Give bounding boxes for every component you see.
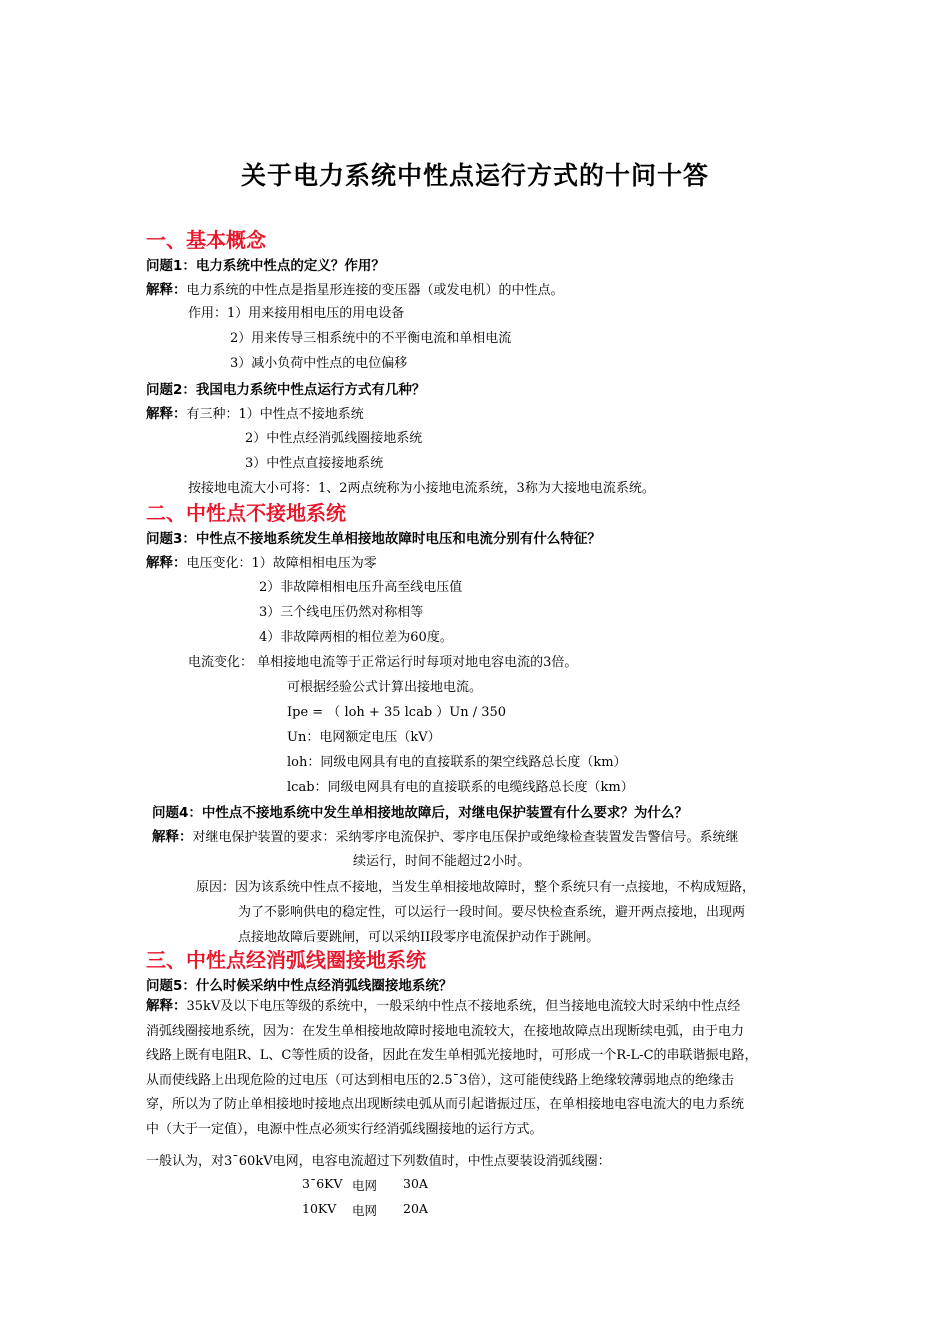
answer-3-un-definition: Un：电网额定电压（kV） <box>287 730 441 745</box>
answer-4-reason-3: 点接地故障后要跳闸，可以采纳II段零序电流保护动作于跳闸。 <box>238 930 600 945</box>
answer-3-current-2: 可根据经验公式计算出接地电流。 <box>287 680 483 695</box>
answer-3-formula: Ipe = （ loh + 35 lcab ）Un / 350 <box>287 705 507 720</box>
answer-5-general: 一般认为，对3¯60kV电网，电容电流超过下列数值时，中性点要装设消弧线圈： <box>146 1154 611 1169</box>
answer-5-line: 穿，所以为了防止单相接地时接地点出现断续电弧从而引起谐振过压，在单相接地电容电流大的电力系统 <box>146 1097 745 1112</box>
table-cell-voltage: 3¯6KV <box>302 1176 343 1191</box>
answer-1-definition: 解释：电力系统的中性点是指星形连接的变压器（或发电机）的中性点。 <box>146 282 564 298</box>
answer-2-type-3: 3）中性点直接接地系统 <box>245 456 384 471</box>
answer-3-voltage-2: 2）非故障相相电压升高至线电压值 <box>259 580 463 595</box>
answer-label: 解释： <box>146 282 187 298</box>
question-1: 问题1：电力系统中性点的定义？作用？ <box>146 258 385 274</box>
section-heading-ungrounded: 二、中性点不接地系统 <box>146 501 346 525</box>
answer-3-lcab-definition: lcab：同级电网具有电的直接联系的电缆线路总长度（km） <box>287 780 634 795</box>
answer-4-requirement-1: 解释：对继电保护装置的要求：采纳零序电流保护、零序电压保护或绝缘检查装置发告警信号。系统继 <box>152 829 739 845</box>
answer-5-line: 消弧线圈接地系统，因为：在发生单相接地故障时接地电流较大，在接地故障点出现断续电弧，由于电力 <box>146 1023 745 1039</box>
table-cell-voltage: 10KV <box>302 1201 337 1216</box>
answer-2-type-1: 解释：有三种：1）中性点不接地系统 <box>146 406 364 422</box>
answer-4-requirement-2: 续运行，时间不能超过2小时。 <box>353 854 531 869</box>
question-5: 问题5：什么时候采纳中性点经消弧线圈接地系统？ <box>146 978 453 994</box>
answer-5-line: 线路上既有电阻R、L、C等性质的设备，因此在发生单相弧光接地时，可形成一个R-L-C的串联谐振电路， <box>146 1048 758 1063</box>
answer-1-role-2: 2）用来传导三相系统中的不平衡电流和单相电流 <box>230 331 512 346</box>
answer-3-loh-definition: loh：同级电网具有电的直接联系的架空线路总长度（km） <box>287 755 627 770</box>
answer-4-reason-2: 为了不影响供电的稳定性，可以运行一段时间。要尽快检查系统，避开两点接地，出现两 <box>238 905 746 920</box>
answer-5-line: 中（大于一定值），电源中性点必须实行经消弧线圈接地的运行方式。 <box>146 1121 543 1137</box>
answer-3-voltage-4: 4）非故障两相的相位差为60度。 <box>259 630 453 645</box>
answer-5-line: 解释：35kV及以下电压等级的系统中，一般采纳中性点不接地系统，但当接地电流较大时采纳中性点经 <box>146 998 741 1014</box>
answer-3-current-1: 电流变化： 单相接地电流等于正常运行时每项对地电容电流的3倍。 <box>188 655 578 670</box>
question-2: 问题2：我国电力系统中性点运行方式有几种？ <box>146 382 426 398</box>
question-3: 问题3：中性点不接地系统发生单相接地故障时电压和电流分别有什么特征？ <box>146 531 601 547</box>
table-cell-grid: 电网 <box>352 1178 378 1193</box>
answer-4-reason-1: 原因：因为该系统中性点不接地，当发生单相接地故障时，整个系统只有一点接地，不构成短路， <box>196 880 756 895</box>
answer-label: 解释： <box>146 998 187 1014</box>
table-cell-grid: 电网 <box>352 1203 378 1218</box>
section-heading-basic-concepts: 一、基本概念 <box>146 228 266 252</box>
table-cell-current: 20A <box>403 1201 428 1216</box>
answer-label: 解释： <box>152 829 193 845</box>
answer-2-note: 按接地电流大小可将：1、2两点统称为小接地电流系统，3称为大接地电流系统。 <box>188 481 655 496</box>
page-title: 关于电力系统中性点运行方式的十问十答 <box>240 161 709 190</box>
answer-3-voltage-1: 解释：电压变化：1）故障相相电压为零 <box>146 555 377 571</box>
answer-label: 解释： <box>146 555 187 571</box>
answer-3-voltage-3: 3）三个线电压仍然对称相等 <box>259 605 424 620</box>
answer-1-role-1: 作用：1）用来接用相电压的用电设备 <box>188 306 405 321</box>
answer-5-line: 从而使线路上出现危险的过电压（可达到相电压的2.5¯3倍），这可能使线路上绝缘较薄弱地点的绝缘击 <box>146 1072 734 1088</box>
answer-label: 解释： <box>146 406 187 422</box>
answer-2-type-2: 2）中性点经消弧线圈接地系统 <box>245 431 423 446</box>
table-cell-current: 30A <box>403 1176 428 1191</box>
answer-5-paragraph <box>146 994 816 1142</box>
question-4: 问题4：中性点不接地系统中发生单相接地故障后，对继电保护装置有什么要求？为什么？ <box>152 805 688 821</box>
answer-1-role-3: 3）减小负荷中性点的电位偏移 <box>230 356 408 371</box>
section-heading-arc-suppression: 三、中性点经消弧线圈接地系统 <box>146 948 426 972</box>
